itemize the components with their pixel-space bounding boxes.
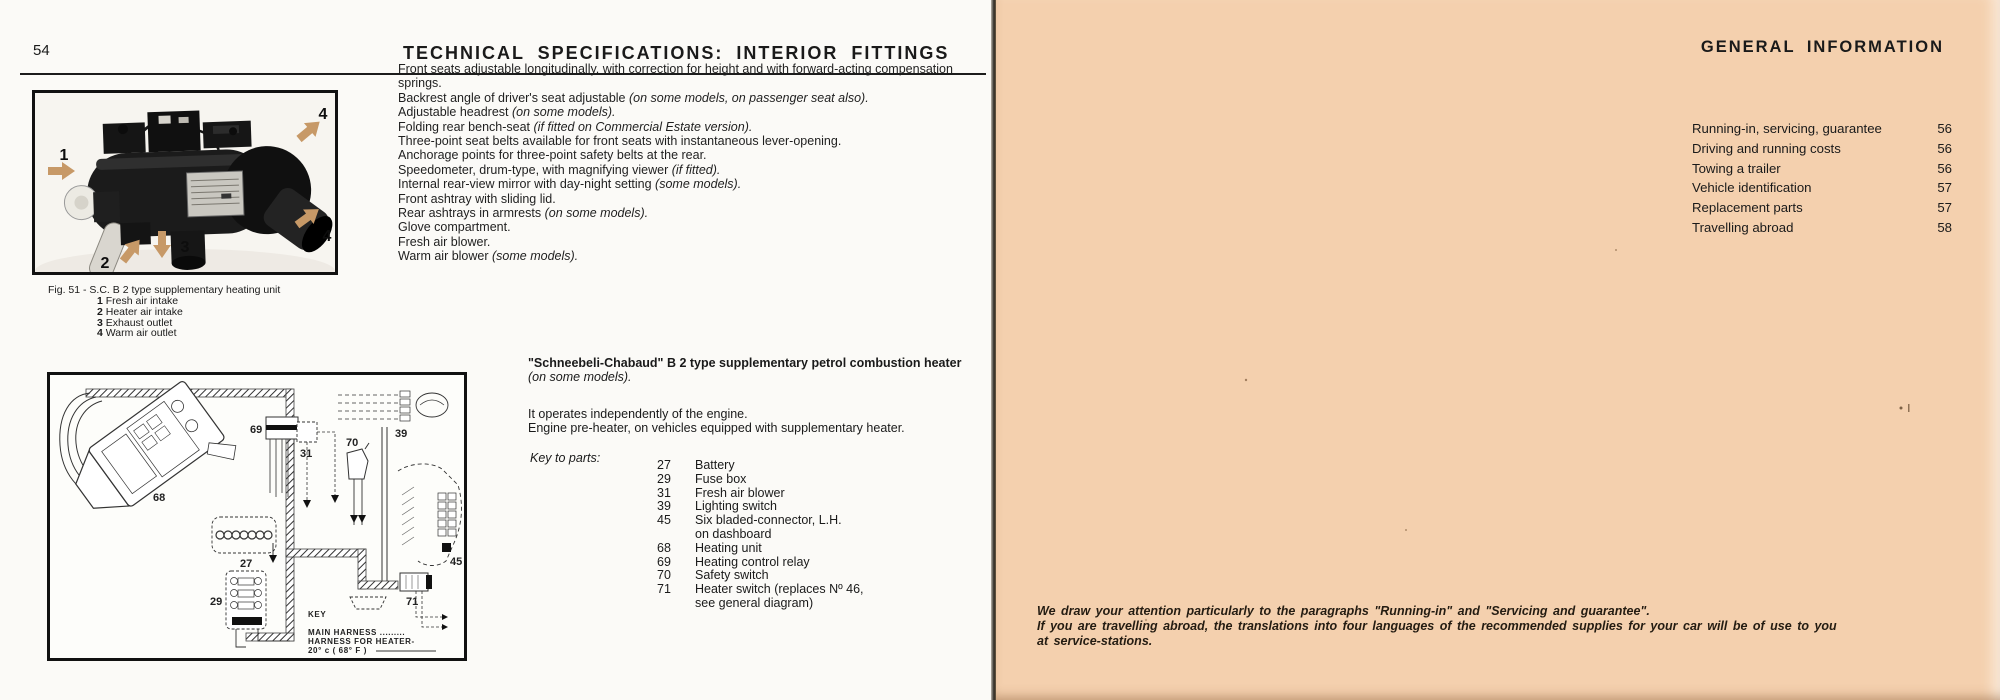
battery-27: [212, 517, 276, 553]
toc-item: [1692, 218, 1952, 238]
part-number: 70: [657, 568, 671, 583]
toc-page-number: 56: [1937, 140, 1952, 156]
toc-page-number: 57: [1937, 200, 1952, 216]
part-name-line: Heating unit: [695, 540, 762, 555]
figure-legend: [97, 296, 183, 339]
legend-number: 3: [97, 316, 103, 329]
part-number: 68: [657, 540, 671, 555]
diagram-key-line-2: HARNESS FOR HEATER-: [308, 637, 415, 646]
parts-list-row: [657, 487, 864, 501]
footer-note: [1037, 604, 1967, 648]
diagram-label-27: 27: [240, 558, 253, 570]
figure-caption: Fig. 51 - S.C. B 2 type supplementary heating unit: [48, 284, 281, 296]
parts-list: [657, 459, 864, 611]
spec-text-segment: (some models).: [492, 249, 579, 264]
heater-section-body: [528, 407, 978, 435]
spec-text-segment: (if fitted).: [671, 162, 721, 177]
diagram-label-29: 29: [210, 596, 223, 608]
part-name-line: Battery: [695, 458, 735, 472]
heading-segment: (on some models).: [528, 370, 632, 385]
safety-switch-70: [347, 449, 368, 479]
note-line: If you are travelling abroad, the translations into four languages of the recommended supplies for your car will be of use to you: [1037, 618, 1837, 633]
part-number: 27: [657, 458, 671, 472]
part-name: [695, 542, 762, 556]
spec-line: [398, 235, 972, 249]
legend-number: 2: [97, 305, 103, 318]
legend-number: 4: [97, 327, 103, 340]
wiring-diagram: [47, 372, 467, 661]
part-name-line: Fuse box: [695, 471, 747, 486]
part-name: [695, 500, 777, 514]
toc-label: Travelling abroad: [1692, 219, 1794, 235]
figure-photo: [32, 90, 338, 275]
part-name-line: Safety switch: [695, 568, 769, 583]
parts-list-row: [657, 542, 864, 556]
part-number: 39: [657, 499, 671, 514]
page-number: 54: [33, 42, 50, 59]
diagram-key-line-1: MAIN HARNESS .........: [308, 628, 406, 637]
part-number: 69: [657, 554, 671, 569]
paper-specks: [996, 0, 2000, 700]
part-name-line: see general diagram): [695, 595, 814, 610]
right-page: [996, 0, 2000, 700]
legend-label: Fresh air intake: [102, 295, 179, 307]
spec-line: [398, 91, 972, 105]
parts-list-row: [657, 459, 864, 473]
parts-list-row: [657, 583, 864, 611]
toc-page-number: 56: [1937, 121, 1952, 136]
spec-line: [398, 206, 972, 220]
spec-text-segment: Internal rear-view mirror with day-night setting: [398, 177, 656, 192]
parts-list-row: [657, 514, 864, 542]
left-page: [0, 0, 993, 700]
legend-label: Heater air intake: [102, 305, 183, 318]
part-name-line: on dashboard: [695, 526, 772, 541]
part-name-line: Fresh air blower: [695, 485, 785, 500]
part-name: [695, 514, 842, 542]
diagram-label-71: 71: [406, 596, 419, 608]
toc-item: [1692, 178, 1952, 198]
spec-text-segment: Rear ashtrays in armrests: [398, 206, 545, 221]
spec-line: [398, 134, 972, 148]
lighting-switch-39: [400, 391, 410, 421]
spec-line: [398, 249, 972, 263]
heater-body-line: It operates independently of the engine.: [528, 407, 748, 421]
part-name-line: Heating control relay: [695, 554, 810, 569]
spec-list: [398, 62, 972, 264]
toc-label: Vehicle identification: [1692, 180, 1812, 196]
part-number: 29: [657, 471, 671, 486]
spec-text-segment: Folding rear bench-seat: [398, 119, 534, 134]
heater-body-line: Engine pre-heater, on vehicles equipped with supplementary heater.: [528, 421, 905, 436]
spec-line: [398, 163, 972, 177]
parts-list-row: [657, 473, 864, 487]
toc-item: [1692, 139, 1952, 159]
toc-page-number: 57: [1937, 180, 1952, 196]
toc-label: Towing a trailer: [1692, 160, 1781, 176]
connector-45: [438, 493, 456, 536]
part-name: [695, 583, 864, 611]
spec-text-segment: Glove compartment.: [398, 220, 511, 235]
diagram-key-title: KEY: [308, 610, 327, 619]
part-name: [695, 556, 810, 570]
heating-unit-photo-illustration: [35, 93, 335, 272]
part-number: 71: [657, 582, 671, 597]
toc-page-number: 58: [1937, 219, 1952, 235]
toc: [1692, 119, 1952, 238]
page-divider: [991, 0, 996, 700]
spec-text-segment: Fresh air blower.: [398, 234, 491, 249]
heater-section-heading: [528, 356, 972, 384]
legend-label: Exhaust outlet: [102, 316, 173, 329]
toc-item: [1692, 119, 1952, 139]
spec-text-segment: Three-point seat belts available for front seats with instantaneous lever-opening.: [398, 134, 842, 149]
spec-text-segment: (on some models).: [511, 105, 616, 120]
wiring-diagram-illustration: [50, 375, 464, 658]
part-name: [695, 459, 735, 473]
photo-label-3: 3: [180, 239, 190, 256]
diagram-label-31: 31: [300, 448, 313, 460]
part-name-line: Lighting switch: [695, 499, 777, 514]
spec-line: [398, 148, 972, 162]
part-name: [695, 487, 785, 501]
spec-text-segment: (on some models, on passenger seat also).: [628, 90, 869, 105]
spec-text-segment: Front ashtray with sliding lid.: [398, 191, 556, 206]
parts-list-row: [657, 556, 864, 570]
toc-label: Replacement parts: [1692, 200, 1803, 216]
heater-switch-71: [400, 573, 428, 591]
spec-text-segment: Front seats adjustable longitudinally, with correction for height and with forward-acting compensation springs.: [398, 62, 953, 91]
connector-31: [297, 422, 317, 442]
spec-line: [398, 220, 972, 234]
toc-item: [1692, 159, 1952, 179]
spec-text-segment: (on some models).: [544, 206, 649, 221]
parts-list-row: [657, 500, 864, 514]
photo-label-1: 1: [59, 147, 69, 164]
spec-text-segment: Speedometer, drum-type, with magnifying viewer: [398, 162, 672, 177]
spec-text-segment: Warm air blower: [398, 249, 492, 264]
left-page-title: TECHNICAL SPECIFICATIONS: INTERIOR FITTINGS: [403, 43, 950, 63]
diagram-label-69: 69: [250, 424, 263, 436]
legend-label: Warm air outlet: [102, 327, 177, 340]
parts-list-row: [657, 569, 864, 583]
spec-text-segment: Anchorage points for three-point safety belts at the rear.: [398, 148, 707, 163]
heading-segment: "Schneebeli-Chabaud" B 2 type supplementary petrol combustion heater: [528, 356, 962, 370]
key-to-parts-label: Key to parts:: [530, 451, 601, 465]
spec-text-segment: Backrest angle of driver's seat adjustable: [398, 90, 629, 105]
note-line: We draw your attention particularly to the paragraphs "Running-in" and "Servicing and guarantee".: [1037, 604, 1650, 618]
spec-text-segment: Adjustable headrest: [398, 105, 512, 120]
diagram-label-39: 39: [395, 428, 408, 440]
spec-text-segment: (if fitted on Commercial Estate version).: [533, 119, 753, 134]
spec-line: [398, 192, 972, 206]
toc-item: [1692, 198, 1952, 218]
diagram-label-70: 70: [346, 437, 359, 449]
spec-line: [398, 120, 972, 134]
figure-legend-item: [97, 328, 183, 339]
diagram-label-68: 68: [153, 492, 166, 504]
photo-label-4a: 4: [318, 106, 328, 123]
toc-label: Running-in, servicing, guarantee: [1692, 121, 1882, 136]
part-number: 31: [657, 485, 671, 500]
toc-label: Driving and running costs: [1692, 140, 1841, 156]
photo-label-4b: 4: [322, 228, 332, 245]
part-name-line: Six bladed-connector, L.H.: [695, 513, 842, 528]
spec-line: [398, 177, 972, 191]
photo-label-2: 2: [100, 255, 110, 272]
diagram-label-45: 45: [450, 556, 463, 568]
right-page-title: GENERAL INFORMATION: [1700, 38, 1944, 56]
part-name: [695, 473, 746, 487]
spec-text-segment: (some models).: [655, 177, 742, 192]
spec-line: [398, 62, 972, 91]
spec-line: [398, 105, 972, 119]
note-line: at service-stations.: [1037, 633, 1153, 648]
legend-number: 1: [97, 295, 103, 307]
part-name: [695, 569, 769, 583]
part-number: 45: [657, 513, 671, 528]
part-name-line: Heater switch (replaces Nº 46,: [695, 582, 864, 597]
diagram-key-line-3: 20° c ( 68° F ): [308, 646, 367, 655]
toc-page-number: 56: [1937, 160, 1952, 176]
